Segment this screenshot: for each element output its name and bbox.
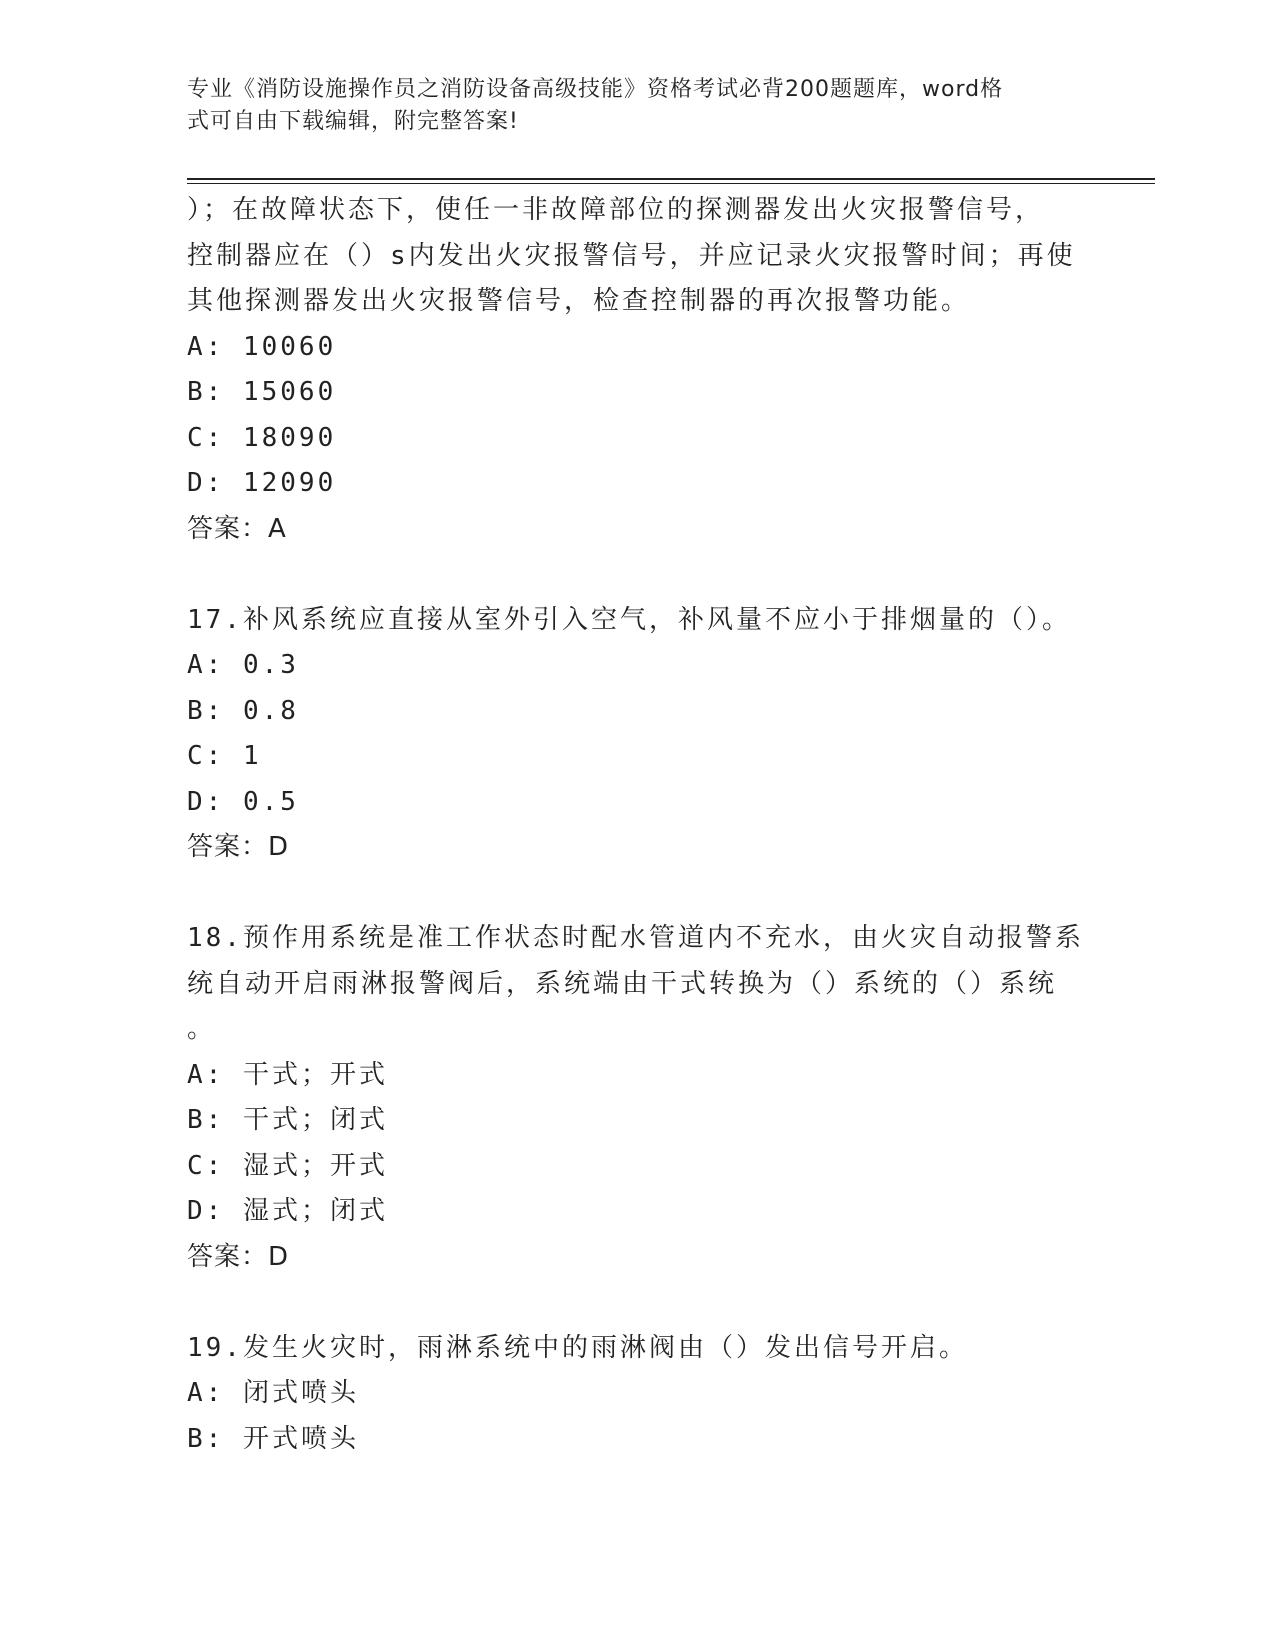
option-a: A: 10060 [187,331,337,362]
question-text-line: 17.补风系统应直接从室外引入空气，补风量不应小于排烟量的（）。 [187,604,1071,635]
option-d: D: 湿式；闭式 [187,1196,388,1226]
answer-label: 答案：D [187,1241,290,1272]
header-line-2: 式可自由下载编辑，附完整答案! [187,109,519,134]
option-b: B: 开式喷头 [187,1423,359,1454]
question-text-line: ）；在故障状态下，使任一非故障部位的探测器发出火灾报警信号， [187,195,1045,225]
spacer [187,552,1087,598]
question-18 [187,916,1087,1280]
option-d: D: 12090 [187,468,337,498]
question-text-line: 18.预作用系统是准工作状态时配水管道内不充水，由火灾自动报警系 [187,923,1084,953]
option-b: B: 15060 [187,377,337,407]
option-b: B: 0.8 [187,695,299,726]
question-19 [187,1326,1087,1463]
answer-label: 答案：D [187,832,290,862]
spacer [187,871,1087,917]
question-list [187,188,1087,1462]
header-divider-thick [187,178,1155,180]
spacer [187,1280,1087,1326]
question-text-line: 统自动开启雨淋报警阀后，系统端由干式转换为（）系统的（）系统 [187,968,1058,999]
header-line-1: 专业《消防设施操作员之消防设备高级技能》资格考试必背200题题库，word格 [187,77,1004,102]
question-text-line: 控制器应在（）s内发出火灾报警信号，并应记录火灾报警时间；再使 [187,240,1076,271]
header-divider-thin [187,183,1155,184]
question-text-line: 其他探测器发出火灾报警信号，检查控制器的再次报警功能。 [187,286,971,316]
answer-label: 答案：A [187,513,287,544]
question-text-line: 19.发生火灾时，雨淋系统中的雨淋阀由（）发出信号开启。 [187,1332,968,1363]
option-b: B: 干式；闭式 [187,1105,388,1135]
document-header [187,74,1077,138]
question-text-line: 。 [187,1014,217,1044]
option-a: A: 干式；开式 [187,1059,388,1090]
question-continued [187,188,1087,552]
question-17 [187,598,1087,871]
option-c: C: 1 [187,741,262,771]
option-a: A: 闭式喷头 [187,1378,359,1408]
option-d: D: 0.5 [187,786,299,817]
option-c: C: 湿式；开式 [187,1150,388,1181]
option-a: A: 0.3 [187,650,299,680]
option-c: C: 18090 [187,422,337,453]
